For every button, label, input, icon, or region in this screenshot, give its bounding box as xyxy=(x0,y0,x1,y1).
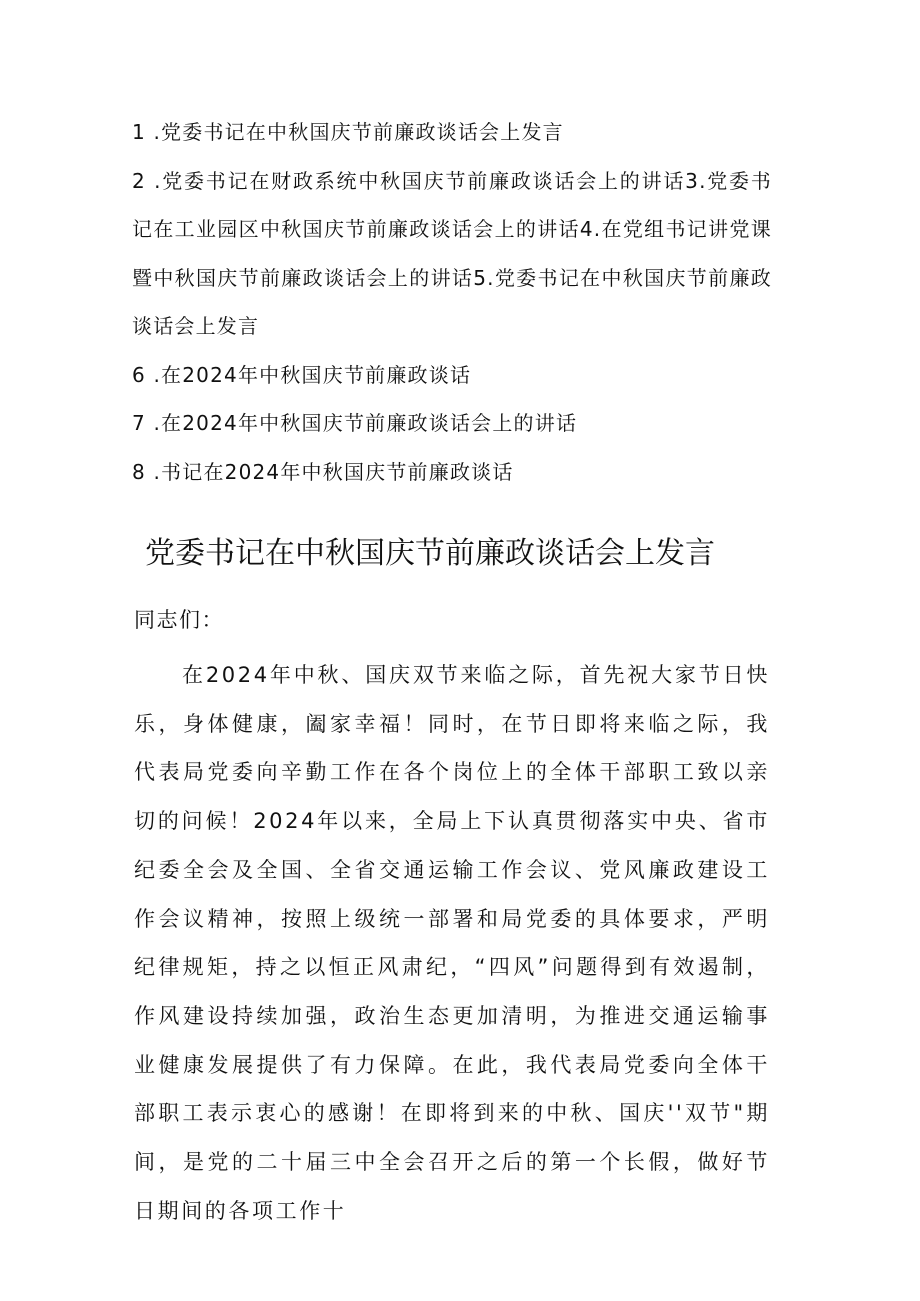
body-paragraph: 在2024年中秋、国庆双节来临之际，首先祝大家节日快乐，身体健康，阖家幸福！同时，在节日即将来临之际，我代表局党委向辛勤工作在各个岗位上的全体干部职工致以亲切的问候！2024年以来，全局上下认真贯彻落实中央、省市纪委全会及全国、全省交通运输工作会议、党风廉政建设工作会议精神，按照上级统一部署和局党委的具体要求，严明纪律规矩，持之以恒正风肃纪，“四风”问题得到有效遏制，作风建设持续加强，政治生态更加清明，为推进交通运输事业健康发展提供了有力保障。在此，我代表局党委向全体干部职工表示衷心的感谢！在即将到来的中秋、国庆''双节"期间，是党的二十届三中全会召开之后的第一个长假，做好节日期间的各项工作十 xyxy=(134,663,770,1223)
toc-item-2-5: 2 .党委书记在财政系统中秋国庆节前廉政谈话会上的讲话3.党委书记在工业园区中秋国庆节前廉政谈话会上的讲话4.在党组书记讲党课暨中秋国庆节前廉政谈话会上的讲话5.党委书记在中秋国庆节前廉政谈话会上发言 xyxy=(132,168,772,338)
toc-item-1: 1 .党委书记在中秋国庆节前廉政谈话会上发言 xyxy=(132,120,564,144)
table-of-contents xyxy=(132,108,772,496)
toc-item-7: 7 .在2024年中秋国庆节前廉政谈话会上的讲话 xyxy=(132,411,578,435)
toc-item-6: 6 .在2024年中秋国庆节前廉政谈话 xyxy=(132,362,472,387)
toc-item-8: 8 .书记在2024年中秋国庆节前廉政谈话 xyxy=(132,459,514,484)
salutation: 同志们： xyxy=(134,608,224,632)
document-title: 党委书记在中秋国庆节前廉政谈话会上发言 xyxy=(145,536,715,571)
